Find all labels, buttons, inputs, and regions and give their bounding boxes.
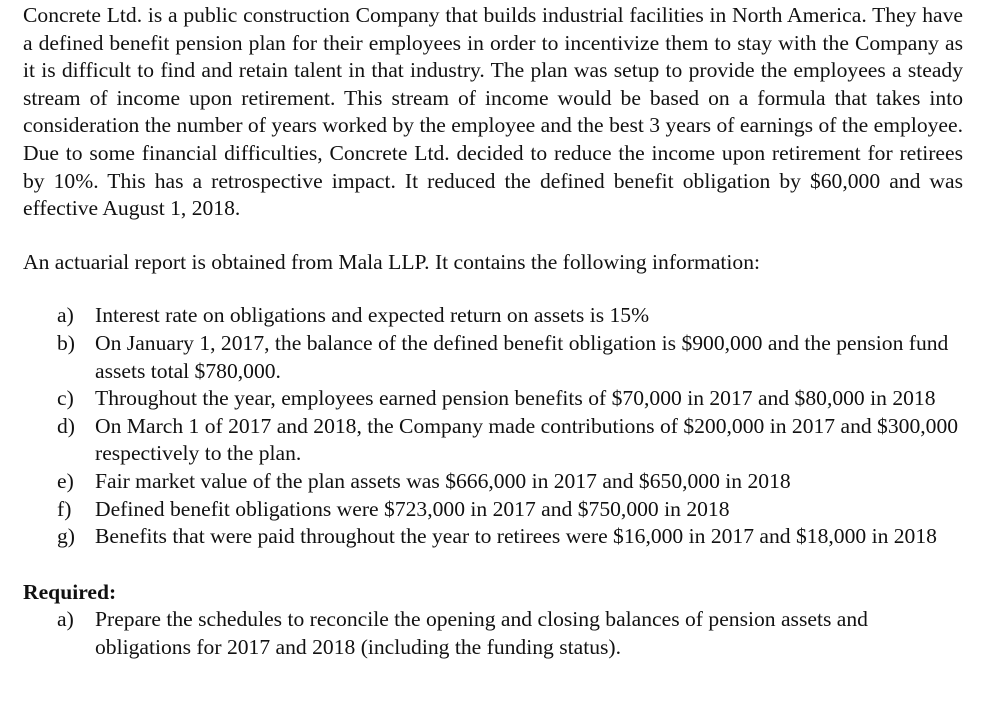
- intro-paragraph: Concrete Ltd. is a public construction Company that builds industrial facilities in North America. They have a defined benefit pension plan for their employees in order to incentivize them to stay with the Company as it is difficult to find and retain talent in that industry. The plan was setup to provide the employees a steady stream of income upon retirement. This stream of income would be based on a formula that takes into consideration the number of years worked by the employee and the best 3 years of earnings of the employee. Due to some financial difficulties, Concrete Ltd. decided to reduce the income upon retirement for retirees by 10%. This has a retrospective impact. It reduced the defined benefit obligation by $60,000 and was effective August 1, 2018.: [23, 3, 963, 221]
- list-marker: e): [57, 468, 74, 493]
- list-marker: a): [57, 303, 74, 328]
- required-heading: Required:: [23, 579, 117, 604]
- list-marker: d): [57, 413, 75, 438]
- list-item: [23, 413, 963, 468]
- list-marker: a): [57, 607, 74, 632]
- information-list: [23, 302, 963, 550]
- list-item-text: Defined benefit obligations were $723,000 in 2017 and $750,000 in 2018: [95, 496, 730, 521]
- list-item: [23, 302, 963, 330]
- list-item: [23, 468, 963, 496]
- list-item-text: Throughout the year, employees earned pension benefits of $70,000 in 2017 and $80,000 in 2018: [95, 386, 936, 411]
- list-item-text: Fair market value of the plan assets was $666,000 in 2017 and $650,000 in 2018: [95, 468, 791, 493]
- list-item: [23, 330, 963, 385]
- required-list: [23, 606, 963, 661]
- list-marker: g): [57, 524, 75, 549]
- list-item-text: Interest rate on obligations and expected return on assets is 15%: [95, 303, 650, 328]
- required-item-text: Prepare the schedules to reconcile the opening and closing balances of pension assets and obligations for 2017 and 2018 (including the funding status).: [95, 607, 868, 659]
- list-item-text: Benefits that were paid throughout the year to retirees were $16,000 in 2017 and $18,000 in 2018: [95, 524, 937, 549]
- list-item-text: On January 1, 2017, the balance of the defined benefit obligation is $900,000 and the pension fund assets total $780,000.: [95, 330, 949, 383]
- list-item-text: On March 1 of 2017 and 2018, the Company made contributions of $200,000 in 2017 and $300,000 respectively to the plan.: [95, 413, 959, 466]
- list-item: [23, 496, 963, 524]
- actuarial-report-intro: An actuarial report is obtained from Mala LLP. It contains the following information:: [23, 249, 761, 274]
- required-item: [23, 606, 963, 661]
- list-marker: f): [57, 496, 72, 521]
- list-item: [23, 385, 963, 413]
- list-marker: b): [57, 330, 75, 355]
- document: [23, 0, 963, 661]
- list-marker: c): [57, 386, 74, 411]
- list-item: [23, 523, 963, 551]
